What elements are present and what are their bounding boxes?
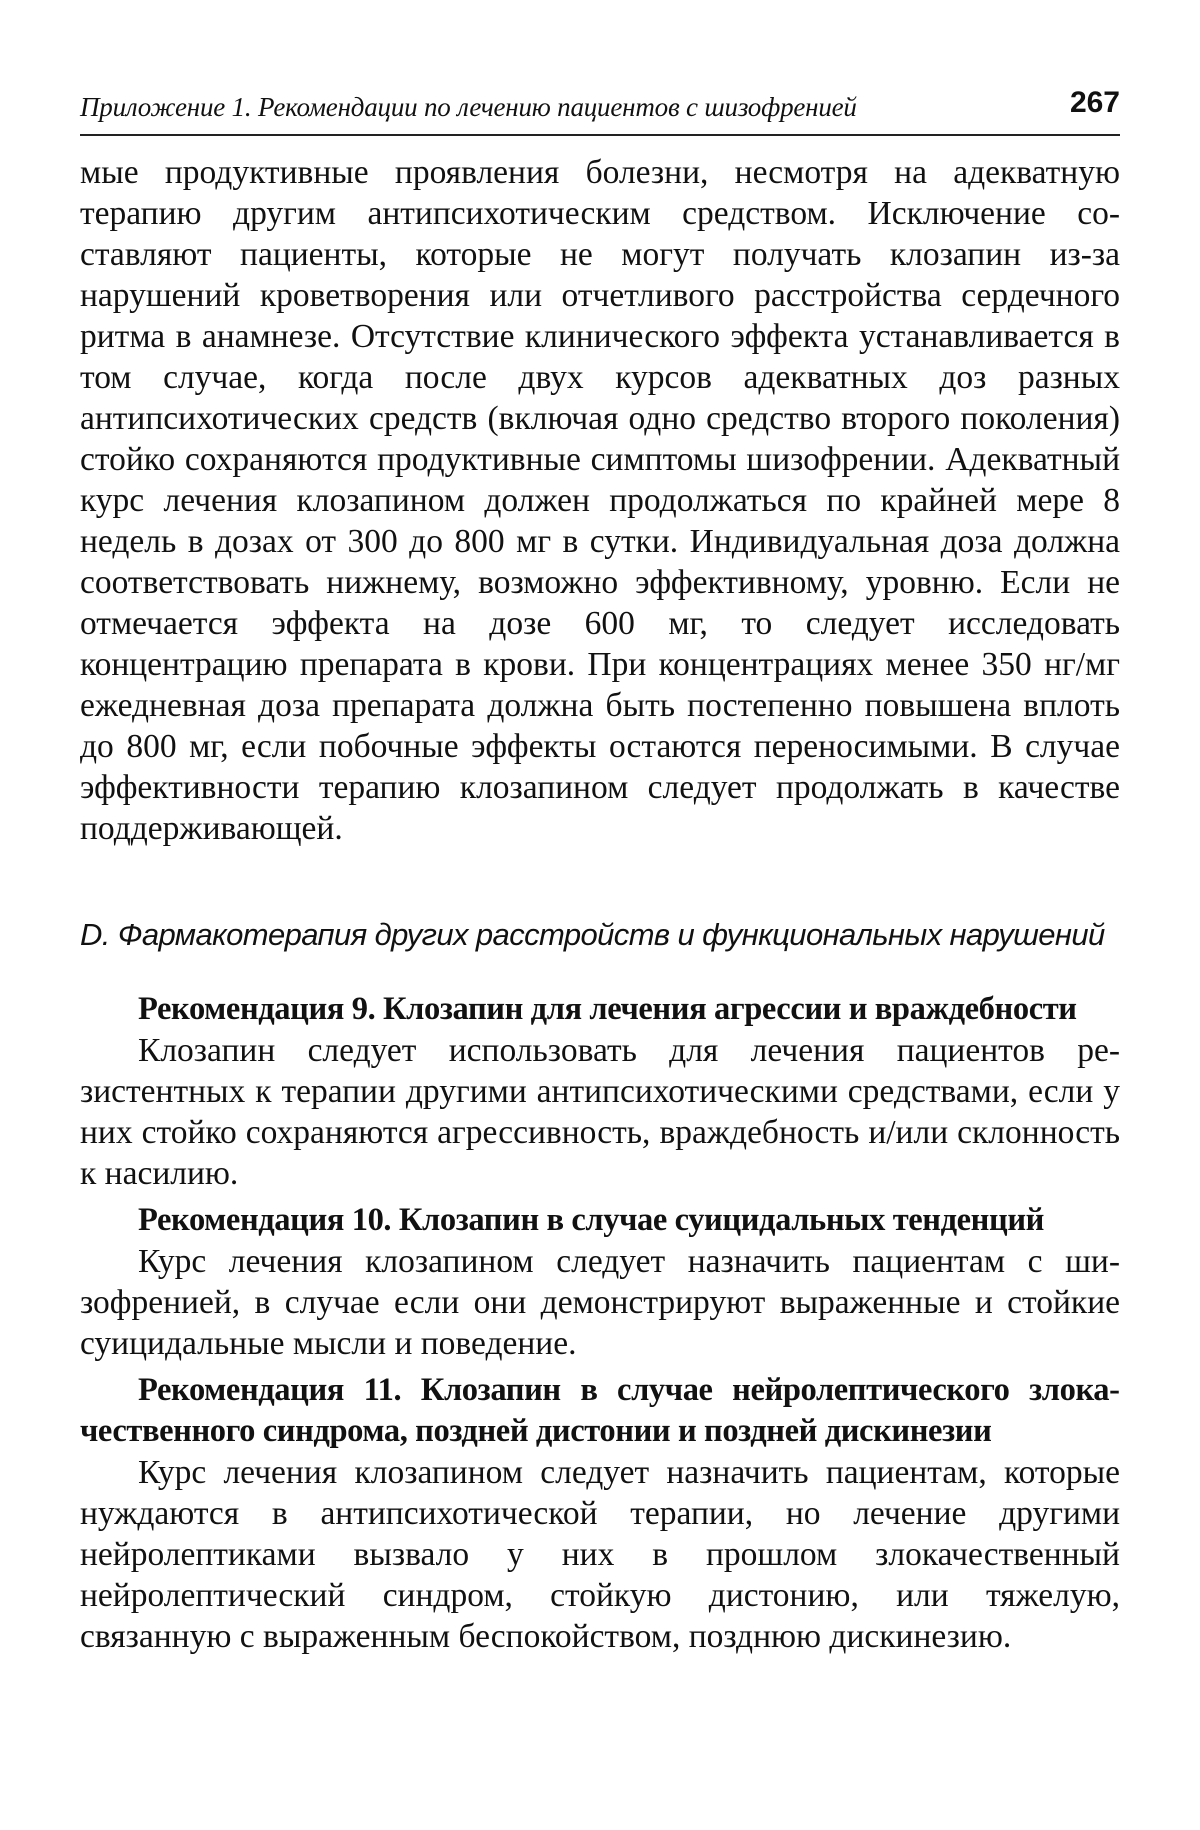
- recommendation-heading: Рекомендация 10. Клозапин в случае суицидальных тенденций: [138, 1202, 1044, 1238]
- recommendation-text: Курс лечения клозапином следует назначить пациентам, которые нуждаются в антипсихотической терапии, но лечение другими нейролептиками вызвало у них в прошлом злокачественный нейролептический синдром, стойкую дистонию, или тяжелую, связанную с выраженным беспокойством, позднюю дискинезию.: [80, 1454, 1120, 1655]
- recommendation-10: [80, 1200, 1120, 1364]
- page-content: [80, 152, 1120, 1657]
- intro-paragraph: мые продуктивные проявления болезни, несмотря на адекватную терапию другим антипсихотическим средством. Исключение составляют пациенты, которые не могут получать клозапин из-за нарушений кроветворения или отчетливого расстройства сердечного ритма в анамнезе. Отсутствие клинического эффекта устанавливается в том случае, когда после двух курсов адекватных доз разных антипсихотических средств (включая одно средство второго поколения) стойко сохраняются продуктивные симптомы шизофрении. Адекватный курс лечения клозапином должен продолжаться по крайней мере 8 недель в дозах от 300 до 800 мг в сутки. Индивидуальная доза должна соответствовать нижнему, возможно эффективному, уровню. Если не отмечается эффекта на дозе 600 мг, то следует исследовать концентрацию препарата в крови. При концентрациях менее 350 нг/мг ежедневная доза препарата должна быть постепенно повышена вплоть до 800 мг, если побочные эффекты остаются переносимыми. В случае эффективности терапию клозапином следует продолжать в качестве поддерживающей.: [80, 154, 1120, 847]
- recommendation-9: [80, 989, 1120, 1194]
- running-header: [80, 84, 1120, 136]
- recommendation-11: [80, 1370, 1120, 1657]
- recommendation-heading: Рекомендация 9. Клозапин для лечения агрессии и враждебности: [138, 991, 1077, 1027]
- section-heading: D. Фармакотерапия других расстройств и функциональных нарушений: [80, 917, 1105, 952]
- recommendation-text: Клозапин следует использовать для лечения пациентов резистентных к терапии другими антипсихотическими средствами, если у них стойко сохраняются агрессивность, враждебность и/или склонность к насилию.: [80, 1032, 1120, 1192]
- book-page: [80, 0, 1120, 1830]
- recommendation-heading: Рекомендация 11. Клозапин в случае нейролептического злокачественного синдрома, поздней дистонии и поздней дискинезии: [80, 1372, 1120, 1449]
- page-number: 267: [1069, 86, 1120, 119]
- recommendation-text: Курс лечения клозапином следует назначить пациентам с шизофренией, в случае если они демонстрируют выраженные и стойкие суицидальные мысли и поведение.: [80, 1243, 1120, 1362]
- running-header-title: Приложение 1. Рекомендации по лечению пациентов с шизофренией: [80, 92, 857, 122]
